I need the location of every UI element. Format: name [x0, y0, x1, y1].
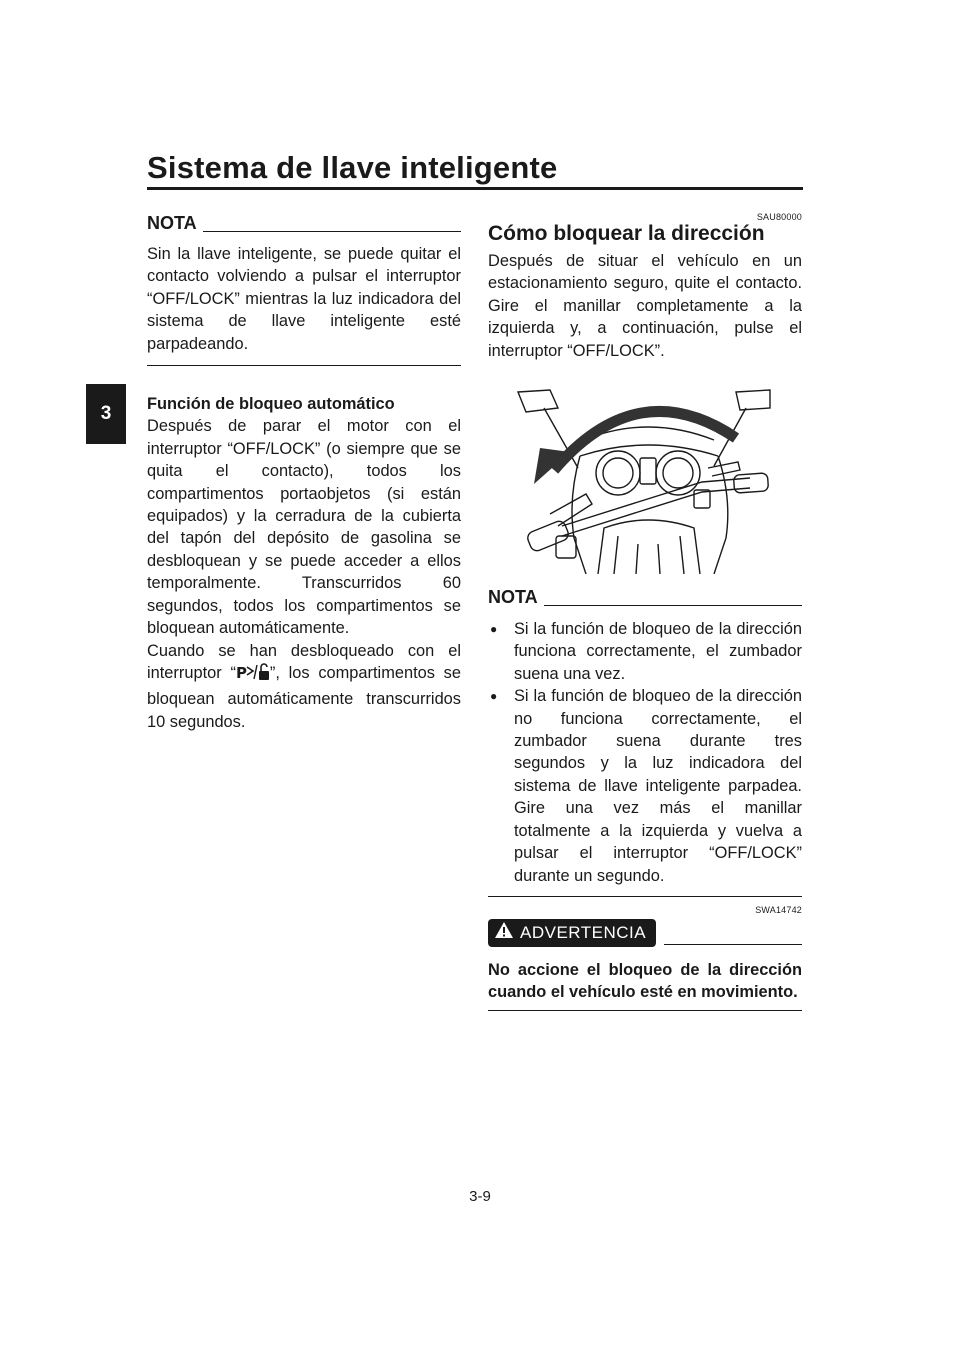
warning-text: No accione el bloqueo de la dirección cuando el vehículo esté en movimiento. [488, 960, 802, 1002]
warning-header [488, 919, 802, 947]
nota-label: NOTA [488, 587, 538, 608]
scooter-handlebar-turn-left-illustration [488, 378, 802, 574]
warning-code: SWA14742 [755, 904, 802, 915]
page-title: Sistema de llave inteligente [147, 150, 558, 185]
auto-lock-paragraph-2: Cuando se han desbloqueado con el interruptor “ P ”, los compartimentos se bloquean automáticamente transcurridos 10 segundos. [147, 641, 461, 731]
title-rule [147, 187, 803, 190]
list-item: ● Si la función de bloqueo de la dirección no funciona correctamente, el zumbador suena durante tres segundos y la luz indicadora del sistema de llave inteligente parpadea. Gire una vez más el manillar totalmente a la izquierda y vuelva a pulsar el interruptor “OFF/LOCK” durante un segundo. [488, 685, 802, 887]
right-column [488, 212, 802, 1011]
svg-text:P: P [235, 663, 247, 682]
steering-lock-paragraph: Después de situar el vehículo en un estacionamiento seguro, quite el contacto. Gire el manillar completamente a la izquierda y, a continuación, pulse el interruptor “OFF/LOCK”. [488, 252, 802, 360]
auto-lock-paragraph-1: Después de parar el motor con el interruptor “OFF/LOCK” (o siempre que se quita el contacto), todos los compartimentos portaobjetos (si están equipados) y la cerradura de la cubierta del tapón del depósito de gasolina se desbloquean y se puede acceder a ellos temporalmente. Transcurridos 60 segundos, todos los compartimentos se bloquean automáticamente. [147, 417, 461, 638]
section-code: SAU80000 [756, 212, 802, 222]
nota-header [488, 586, 802, 608]
left-column [147, 212, 461, 733]
nota-header [147, 212, 461, 234]
exclamation-triangle-icon [494, 921, 514, 944]
nota-text: Sin la llave inteligente, se puede quitar el contacto volviendo a pulsar el interruptor “OFF/LOCK” mientras la luz indicadora del sistema de llave inteligente esté parpadeando. [147, 245, 461, 353]
nota-label: NOTA [147, 213, 197, 233]
page-number: 3-9 [469, 1188, 491, 1205]
warning-badge [488, 919, 656, 947]
list-item: ● Si la función de bloqueo de la dirección funciona correctamente, el zumbador suena una vez. [488, 618, 802, 685]
nota-list [488, 618, 802, 887]
warning-end-rule [488, 1010, 802, 1011]
section-heading: Cómo bloquear la dirección [488, 222, 765, 245]
warning-label: ADVERTENCIA [520, 922, 647, 942]
chapter-tab: 3 [86, 384, 126, 444]
park-lock-icon [236, 662, 270, 688]
auto-lock-heading: Función de bloqueo automático [147, 395, 395, 414]
